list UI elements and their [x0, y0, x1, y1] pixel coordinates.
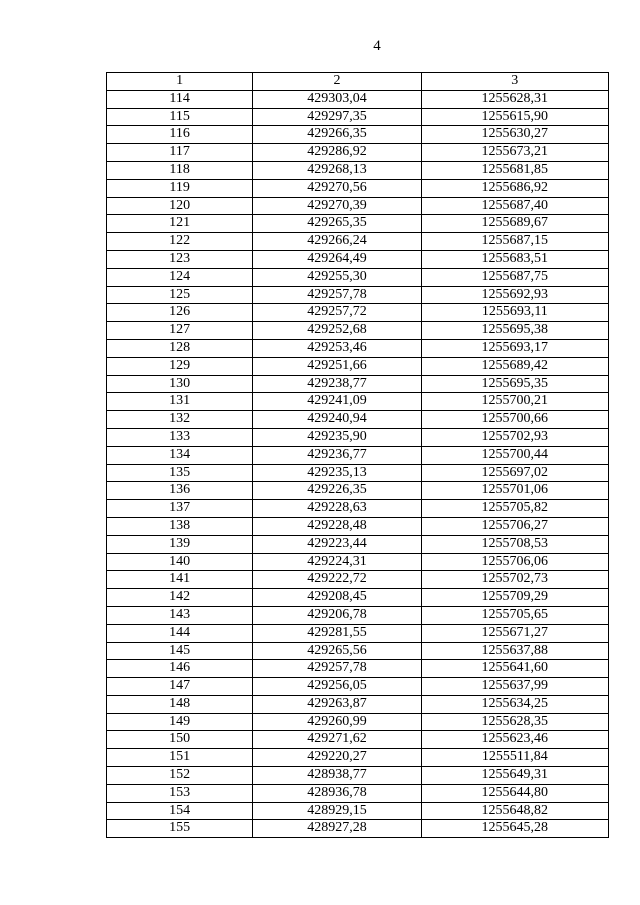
table-row [107, 553, 609, 571]
table-row [107, 624, 609, 642]
point-number-cell: 116 [107, 126, 253, 144]
y-coordinate-cell: 1255648,82 [421, 802, 608, 820]
y-coordinate-cell: 1255697,02 [421, 464, 608, 482]
point-number-cell: 117 [107, 144, 253, 162]
table-row [107, 250, 609, 268]
point-number-cell: 131 [107, 393, 253, 411]
point-number-cell: 136 [107, 482, 253, 500]
x-coordinate-cell: 429264,49 [253, 250, 421, 268]
point-number-cell: 146 [107, 660, 253, 678]
point-number-cell: 143 [107, 606, 253, 624]
table-row [107, 446, 609, 464]
point-number-cell: 121 [107, 215, 253, 233]
point-number-cell: 122 [107, 233, 253, 251]
x-coordinate-cell: 429263,87 [253, 695, 421, 713]
point-number-cell: 124 [107, 268, 253, 286]
table-row [107, 375, 609, 393]
y-coordinate-cell: 1255705,82 [421, 500, 608, 518]
point-number-cell: 130 [107, 375, 253, 393]
table-row [107, 535, 609, 553]
x-coordinate-cell: 429228,48 [253, 517, 421, 535]
point-number-cell: 133 [107, 428, 253, 446]
table-row [107, 286, 609, 304]
point-number-cell: 140 [107, 553, 253, 571]
table-row [107, 215, 609, 233]
x-coordinate-cell: 429286,92 [253, 144, 421, 162]
point-number-cell: 123 [107, 250, 253, 268]
y-coordinate-cell: 1255683,51 [421, 250, 608, 268]
table-row [107, 820, 609, 838]
table-row [107, 517, 609, 535]
table-row [107, 268, 609, 286]
y-coordinate-cell: 1255708,53 [421, 535, 608, 553]
table-row [107, 571, 609, 589]
y-coordinate-cell: 1255705,65 [421, 606, 608, 624]
header-col-2: 2 [253, 73, 421, 91]
page-number: 4 [373, 38, 381, 54]
point-number-cell: 119 [107, 179, 253, 197]
x-coordinate-cell: 429257,78 [253, 660, 421, 678]
header-col-1: 1 [107, 73, 253, 91]
table-row [107, 90, 609, 108]
x-coordinate-cell: 429235,13 [253, 464, 421, 482]
header-col-3: 3 [421, 73, 608, 91]
table-row [107, 108, 609, 126]
table-row [107, 695, 609, 713]
table-row [107, 713, 609, 731]
x-coordinate-cell: 429226,35 [253, 482, 421, 500]
table-row [107, 304, 609, 322]
y-coordinate-cell: 1255702,93 [421, 428, 608, 446]
x-coordinate-cell: 429223,44 [253, 535, 421, 553]
table-row [107, 482, 609, 500]
table-row [107, 642, 609, 660]
x-coordinate-cell: 429265,56 [253, 642, 421, 660]
x-coordinate-cell: 429235,90 [253, 428, 421, 446]
x-coordinate-cell: 429270,39 [253, 197, 421, 215]
y-coordinate-cell: 1255709,29 [421, 589, 608, 607]
y-coordinate-cell: 1255695,35 [421, 375, 608, 393]
y-coordinate-cell: 1255692,93 [421, 286, 608, 304]
table-row [107, 126, 609, 144]
y-coordinate-cell: 1255634,25 [421, 695, 608, 713]
x-coordinate-cell: 429266,24 [253, 233, 421, 251]
point-number-cell: 155 [107, 820, 253, 838]
y-coordinate-cell: 1255623,46 [421, 731, 608, 749]
x-coordinate-cell: 429240,94 [253, 411, 421, 429]
point-number-cell: 142 [107, 589, 253, 607]
table-row [107, 179, 609, 197]
table-row [107, 731, 609, 749]
y-coordinate-cell: 1255700,66 [421, 411, 608, 429]
y-coordinate-cell: 1255671,27 [421, 624, 608, 642]
point-number-cell: 139 [107, 535, 253, 553]
x-coordinate-cell: 429255,30 [253, 268, 421, 286]
x-coordinate-cell: 429252,68 [253, 322, 421, 340]
x-coordinate-cell: 429206,78 [253, 606, 421, 624]
header-row [107, 73, 609, 91]
table-row [107, 589, 609, 607]
table-row [107, 784, 609, 802]
x-coordinate-cell: 429271,62 [253, 731, 421, 749]
table-row [107, 393, 609, 411]
y-coordinate-cell: 1255689,67 [421, 215, 608, 233]
y-coordinate-cell: 1255689,42 [421, 357, 608, 375]
y-coordinate-cell: 1255702,73 [421, 571, 608, 589]
coordinates-table [106, 72, 609, 838]
table-row [107, 606, 609, 624]
x-coordinate-cell: 429257,72 [253, 304, 421, 322]
table-row [107, 500, 609, 518]
x-coordinate-cell: 429222,72 [253, 571, 421, 589]
x-coordinate-cell: 429266,35 [253, 126, 421, 144]
point-number-cell: 149 [107, 713, 253, 731]
table-row [107, 428, 609, 446]
point-number-cell: 154 [107, 802, 253, 820]
y-coordinate-cell: 1255700,44 [421, 446, 608, 464]
point-number-cell: 127 [107, 322, 253, 340]
x-coordinate-cell: 429208,45 [253, 589, 421, 607]
y-coordinate-cell: 1255644,80 [421, 784, 608, 802]
x-coordinate-cell: 429224,31 [253, 553, 421, 571]
point-number-cell: 147 [107, 678, 253, 696]
x-coordinate-cell: 428936,78 [253, 784, 421, 802]
point-number-cell: 145 [107, 642, 253, 660]
x-coordinate-cell: 429281,55 [253, 624, 421, 642]
y-coordinate-cell: 1255511,84 [421, 749, 608, 767]
point-number-cell: 120 [107, 197, 253, 215]
point-number-cell: 141 [107, 571, 253, 589]
table-row [107, 161, 609, 179]
y-coordinate-cell: 1255687,75 [421, 268, 608, 286]
point-number-cell: 132 [107, 411, 253, 429]
point-number-cell: 126 [107, 304, 253, 322]
table-row [107, 660, 609, 678]
point-number-cell: 114 [107, 90, 253, 108]
x-coordinate-cell: 429268,13 [253, 161, 421, 179]
y-coordinate-cell: 1255673,21 [421, 144, 608, 162]
point-number-cell: 150 [107, 731, 253, 749]
y-coordinate-cell: 1255649,31 [421, 767, 608, 785]
table-row [107, 322, 609, 340]
table-row [107, 144, 609, 162]
point-number-cell: 148 [107, 695, 253, 713]
point-number-cell: 152 [107, 767, 253, 785]
table-row [107, 357, 609, 375]
x-coordinate-cell: 429260,99 [253, 713, 421, 731]
x-coordinate-cell: 429228,63 [253, 500, 421, 518]
table-row [107, 802, 609, 820]
y-coordinate-cell: 1255615,90 [421, 108, 608, 126]
x-coordinate-cell: 429238,77 [253, 375, 421, 393]
x-coordinate-cell: 429297,35 [253, 108, 421, 126]
y-coordinate-cell: 1255706,27 [421, 517, 608, 535]
x-coordinate-cell: 429241,09 [253, 393, 421, 411]
y-coordinate-cell: 1255687,15 [421, 233, 608, 251]
table-row [107, 464, 609, 482]
table-row [107, 411, 609, 429]
x-coordinate-cell: 428938,77 [253, 767, 421, 785]
y-coordinate-cell: 1255693,11 [421, 304, 608, 322]
x-coordinate-cell: 429265,35 [253, 215, 421, 233]
y-coordinate-cell: 1255681,85 [421, 161, 608, 179]
point-number-cell: 125 [107, 286, 253, 304]
y-coordinate-cell: 1255693,17 [421, 339, 608, 357]
point-number-cell: 153 [107, 784, 253, 802]
y-coordinate-cell: 1255628,35 [421, 713, 608, 731]
x-coordinate-cell: 428929,15 [253, 802, 421, 820]
y-coordinate-cell: 1255630,27 [421, 126, 608, 144]
table-row [107, 233, 609, 251]
y-coordinate-cell: 1255700,21 [421, 393, 608, 411]
table-row [107, 749, 609, 767]
table-row [107, 767, 609, 785]
point-number-cell: 129 [107, 357, 253, 375]
x-coordinate-cell: 429270,56 [253, 179, 421, 197]
x-coordinate-cell: 429251,66 [253, 357, 421, 375]
x-coordinate-cell: 428927,28 [253, 820, 421, 838]
point-number-cell: 137 [107, 500, 253, 518]
x-coordinate-cell: 429220,27 [253, 749, 421, 767]
y-coordinate-cell: 1255687,40 [421, 197, 608, 215]
x-coordinate-cell: 429236,77 [253, 446, 421, 464]
y-coordinate-cell: 1255637,88 [421, 642, 608, 660]
y-coordinate-cell: 1255686,92 [421, 179, 608, 197]
x-coordinate-cell: 429303,04 [253, 90, 421, 108]
point-number-cell: 118 [107, 161, 253, 179]
y-coordinate-cell: 1255701,06 [421, 482, 608, 500]
y-coordinate-cell: 1255641,60 [421, 660, 608, 678]
y-coordinate-cell: 1255637,99 [421, 678, 608, 696]
point-number-cell: 151 [107, 749, 253, 767]
y-coordinate-cell: 1255706,06 [421, 553, 608, 571]
y-coordinate-cell: 1255628,31 [421, 90, 608, 108]
y-coordinate-cell: 1255645,28 [421, 820, 608, 838]
x-coordinate-cell: 429256,05 [253, 678, 421, 696]
table-row [107, 339, 609, 357]
point-number-cell: 144 [107, 624, 253, 642]
y-coordinate-cell: 1255695,38 [421, 322, 608, 340]
table-row [107, 678, 609, 696]
table-row [107, 197, 609, 215]
point-number-cell: 128 [107, 339, 253, 357]
point-number-cell: 135 [107, 464, 253, 482]
x-coordinate-cell: 429257,78 [253, 286, 421, 304]
x-coordinate-cell: 429253,46 [253, 339, 421, 357]
table-header [107, 73, 609, 91]
point-number-cell: 138 [107, 517, 253, 535]
point-number-cell: 134 [107, 446, 253, 464]
table-body [107, 90, 609, 837]
point-number-cell: 115 [107, 108, 253, 126]
